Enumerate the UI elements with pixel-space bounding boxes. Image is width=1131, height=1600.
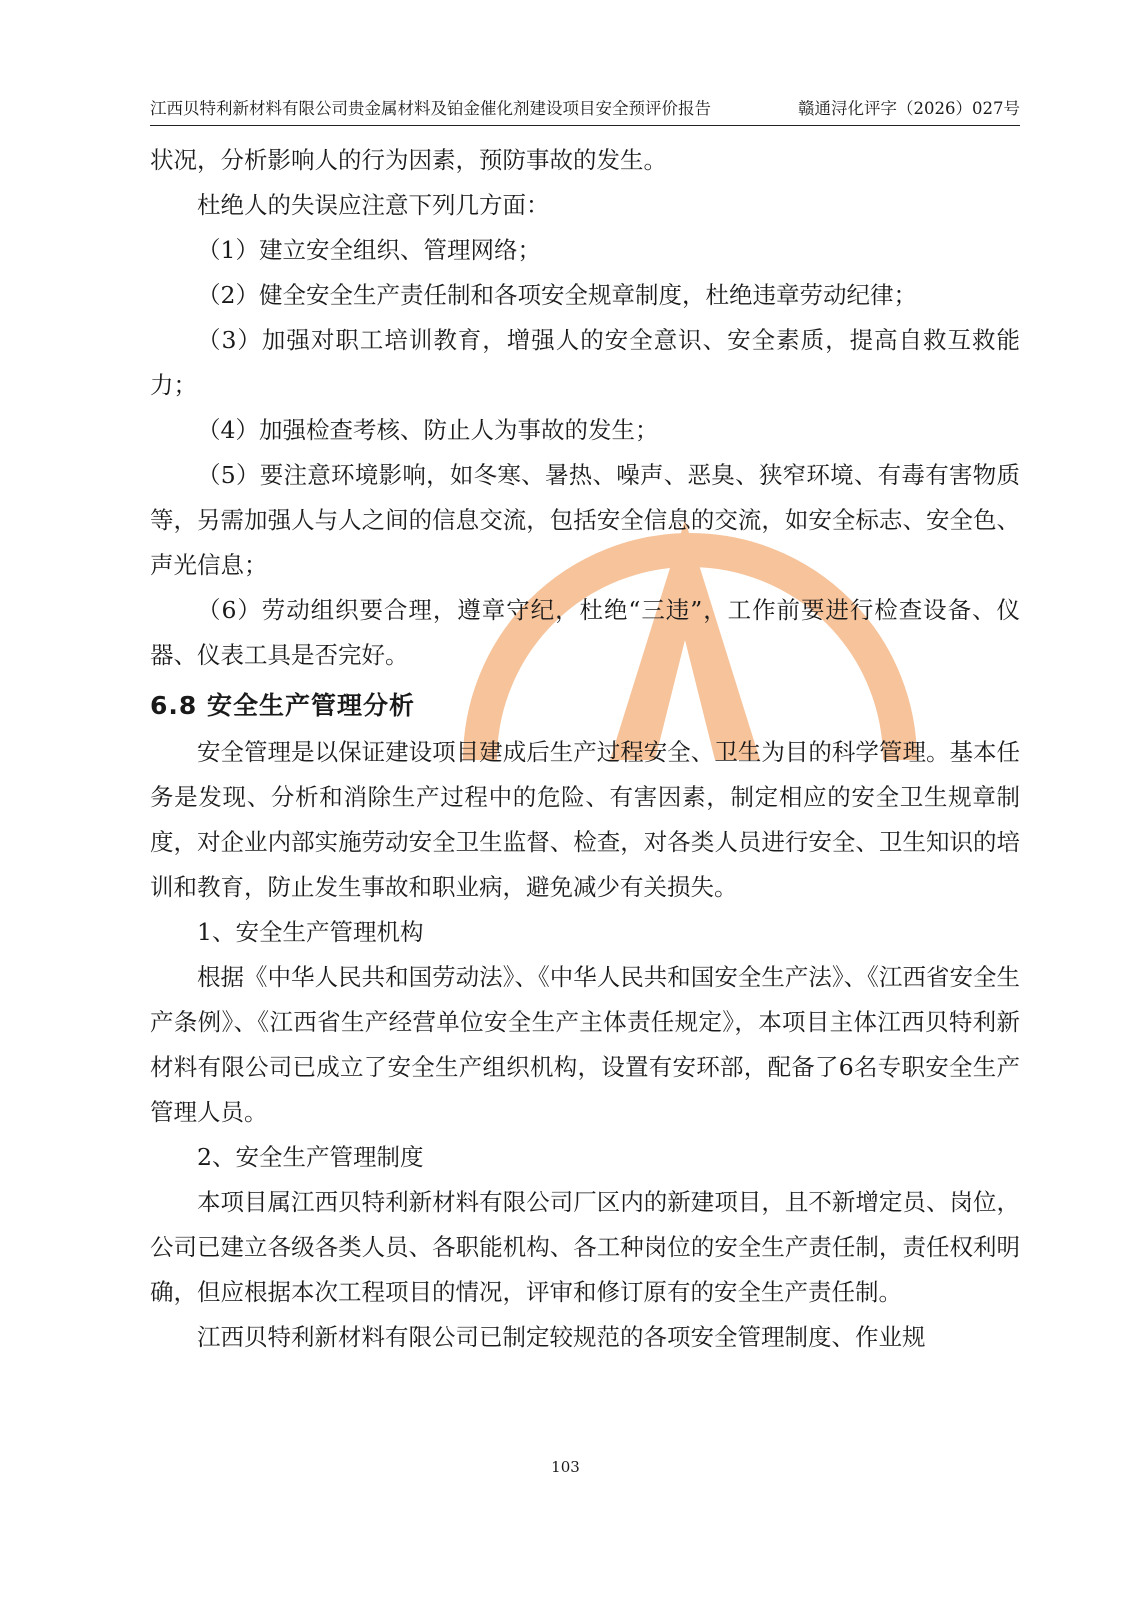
- paragraph-intro-list: 杜绝人的失误应注意下列几方面：: [197, 191, 550, 219]
- header-report-title: 江西贝特利新材料有限公司贵金属材料及铂金催化剂建设项目安全预评价报告: [150, 99, 711, 118]
- subheading-system: 2、安全生产管理制度: [197, 1143, 424, 1171]
- section-paragraph-2: 根据《中华人民共和国劳动法》、《中华人民共和国安全生产法》、《江西省安全生产条例》、《江西省生产经营单位安全生产主体责任规定》，本项目主体江西贝特利新材料有限公司已成立了安全生产组织机构，设置有安环部，配备了6名专职安全生产管理人员。: [150, 963, 1020, 1126]
- paragraph-continuation: 状况，分析影响人的行为因素，预防事故的发生。: [150, 146, 667, 174]
- list-item-1: （1）建立安全组织、管理网络；: [197, 236, 541, 264]
- subheading-organization: 1、安全生产管理机构: [197, 918, 424, 946]
- list-item-4: （4）加强检查考核、防止人为事故的发生；: [197, 416, 659, 444]
- page-body: [150, 138, 1020, 1360]
- page-header: [150, 98, 1020, 124]
- list-item-5: （5）要注意环境影响，如冬寒、暑热、噪声、恶臭、狭窄环境、有毒有害物质等，另需加强人与人之间的信息交流，包括安全信息的交流，如安全标志、安全色、声光信息；: [150, 461, 1020, 579]
- list-item-2: （2）健全安全生产责任制和各项安全规章制度，杜绝违章劳动纪律；: [197, 281, 917, 309]
- list-item-3: （3）加强对职工培训教育，增强人的安全意识、安全素质，提高自救互救能力；: [150, 326, 1020, 399]
- header-rule: [150, 125, 1020, 126]
- section-heading: 6.8 安全生产管理分析: [150, 691, 415, 720]
- page-number: 103: [551, 1458, 580, 1476]
- list-item-6: （6）劳动组织要合理，遵章守纪，杜绝“三违”，工作前要进行检查设备、仪器、仪表工具是否完好。: [150, 596, 1020, 669]
- section-paragraph-1: 安全管理是以保证建设项目建成后生产过程安全、卫生为目的科学管理。基本任务是发现、分析和消除生产过程中的危险、有害因素，制定相应的安全卫生规章制度，对企业内部实施劳动安全卫生监督、检查，对各类人员进行安全、卫生知识的培训和教育，防止发生事故和职业病，避免减少有关损失。: [150, 738, 1020, 901]
- header-report-number: 赣通浔化评字（2026）027号: [798, 99, 1020, 118]
- section-paragraph-3: 本项目属江西贝特利新材料有限公司厂区内的新建项目，且不新增定员、岗位，公司已建立各级各类人员、各职能机构、各工种岗位的安全生产责任制，责任权利明确，但应根据本次工程项目的情况，评审和修订原有的安全生产责任制。: [150, 1188, 1020, 1306]
- section-paragraph-4: 江西贝特利新材料有限公司已制定较规范的各项安全管理制度、作业规: [197, 1323, 926, 1351]
